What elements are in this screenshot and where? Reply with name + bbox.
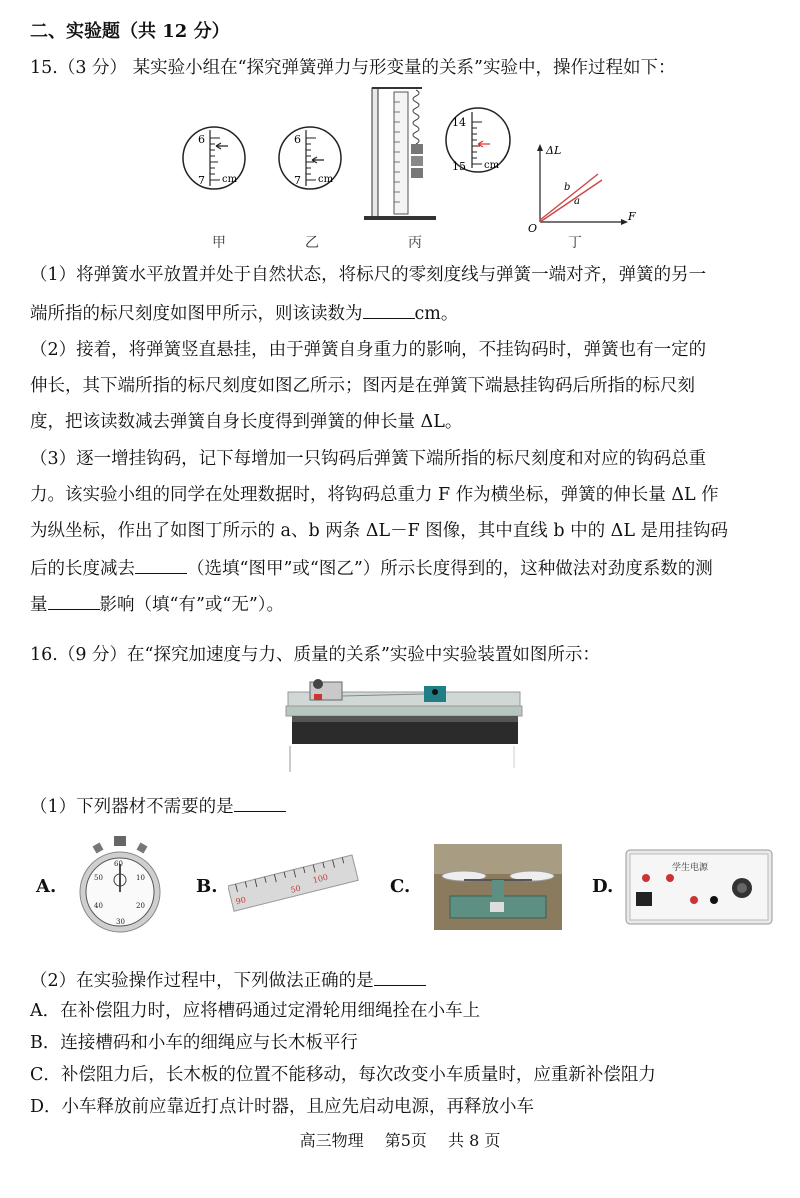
ruler-mark-90: 90 — [234, 895, 247, 907]
q15-p2-line3: 度，把该读数减去弹簧自身长度得到弹簧的伸长量 ΔL。 — [30, 412, 463, 432]
jia-bottom-label: 7 — [198, 174, 205, 187]
q15-p2-line1: （2）接着，将弹簧竖直悬挂，由于弹簧自身重力的影响，不挂钩码时，弹簧也有一定的 — [30, 340, 707, 360]
ding-a-label: a — [574, 196, 580, 207]
jia-unit-label: cm — [222, 174, 238, 185]
q15-p3-line1: （3）逐一增挂钩码，记下每增加一只钩码后弹簧下端所指的标尺刻度和对应的钩码总重 — [30, 449, 707, 469]
ruler-mark-50: 50 — [289, 883, 302, 895]
ruler-image[interactable] — [228, 844, 360, 930]
svg-text:20: 20 — [136, 902, 145, 910]
ding-origin-label: O — [528, 222, 538, 232]
option-a-label[interactable]: A. — [36, 876, 57, 897]
figure-bing — [360, 82, 520, 228]
q15-p3-line3: 为纵坐标，作出了如图丁所示的 a、b 两条 ΔL－F 图像，其中直线 b 中的 ΔL 是用挂钩码 — [30, 521, 728, 541]
page-footer — [0, 1128, 800, 1151]
option-c-label[interactable]: C. — [390, 876, 411, 897]
svg-text:10: 10 — [136, 874, 145, 882]
caption-yi: 乙 — [305, 235, 319, 251]
caption-bing: 丙 — [408, 235, 422, 251]
option-b-label[interactable]: B. — [196, 876, 218, 897]
jia-top-label: 6 — [198, 133, 205, 146]
power-supply-label: 学生电源 — [672, 863, 709, 873]
q16-choice-d[interactable]: D．小车释放前应靠近打点计时器，且应先启动电源，再释放小车 — [30, 1097, 535, 1117]
answer-blank-5[interactable] — [374, 967, 426, 986]
q16-choice-b[interactable]: B．连接槽码和小车的细绳应与长木板平行 — [30, 1033, 358, 1053]
q15-p1-line1: （1）将弹簧水平放置并处于自然状态，将标尺的零刻度线与弹簧一端对齐，弹簧的另一 — [30, 265, 707, 285]
footer-page: 第5页 — [384, 1131, 427, 1150]
yi-unit-label: cm — [318, 174, 334, 185]
section-title: 二、实验题（共 12 分） — [30, 21, 230, 42]
caption-ding: 丁 — [568, 235, 582, 251]
answer-blank-3[interactable] — [48, 591, 100, 610]
option-d-label[interactable]: D. — [592, 876, 614, 897]
q15-p2-line2: 伸长，其下端所指的标尺刻度如图乙所示；图丙是在弹簧下端悬挂钩码后所指的标尺刻 — [30, 376, 695, 396]
power-supply-image[interactable] — [624, 846, 774, 926]
yi-bottom-label: 7 — [294, 174, 301, 187]
svg-text:60: 60 — [114, 860, 123, 868]
q16-header: 16.（9 分）在“探究加速度与力、质量的关系”实验中实验装置如图所示： — [30, 645, 600, 665]
bing-unit-label: cm — [484, 160, 500, 171]
q16-choice-a[interactable]: A．在补偿阻力时，应将槽码通过定滑轮用细绳拴在小车上 — [30, 1001, 481, 1021]
footer-total: 共 8 页 — [448, 1131, 501, 1150]
answer-blank-4[interactable] — [234, 793, 286, 812]
ding-b-label: b — [564, 182, 571, 193]
answer-blank-2[interactable] — [135, 555, 187, 574]
apparatus-image — [284, 674, 524, 774]
figure-ding — [528, 140, 638, 232]
balance-scale-image[interactable] — [434, 844, 562, 930]
yi-top-label: 6 — [294, 133, 301, 146]
ding-y-label: ΔL — [546, 144, 562, 157]
q15-p3-line2: 力。该实验小组的同学在处理数据时，将钩码总重力 F 作为横坐标，弹簧的伸长量 ΔL 作 — [30, 485, 719, 505]
q16-sub1: （1）下列器材不需要的是 — [30, 793, 286, 819]
q15-p3-line4: 后的长度减去 （选填“图甲”或“图乙”）所示长度得到的，这种做法对劲度系数的测 — [30, 555, 713, 581]
figure-jia — [180, 122, 250, 194]
footer-subject: 高三物理 — [299, 1131, 364, 1150]
q16-sub2: （2）在实验操作过程中，下列做法正确的是 — [30, 967, 426, 993]
caption-jia: 甲 — [212, 235, 226, 251]
ding-x-label: F — [628, 210, 636, 223]
svg-text:30: 30 — [116, 918, 125, 926]
figure-yi — [276, 122, 346, 194]
svg-text:40: 40 — [94, 902, 103, 910]
stopwatch-image[interactable] — [78, 834, 162, 940]
q15-p3-line5: 量 影响（填“有”或“无”）。 — [30, 591, 284, 617]
q15-header: 15.（3 分） 某实验小组在“探究弹簧弹力与形变量的关系”实验中，操作过程如下： — [30, 58, 676, 78]
bing-top-label: 14 — [452, 116, 466, 129]
svg-text:50: 50 — [94, 874, 103, 882]
q16-choice-c[interactable]: C．补偿阻力后，长木板的位置不能移动，每次改变小车质量时，应重新补偿阻力 — [30, 1065, 656, 1085]
ruler-mark-100: 100 — [311, 872, 329, 886]
q15-p1-line2: 端所指的标尺刻度如图甲所示，则该读数为 cm。 — [30, 300, 458, 326]
answer-blank-1[interactable] — [363, 300, 415, 319]
bing-bottom-label: 15 — [452, 160, 466, 173]
